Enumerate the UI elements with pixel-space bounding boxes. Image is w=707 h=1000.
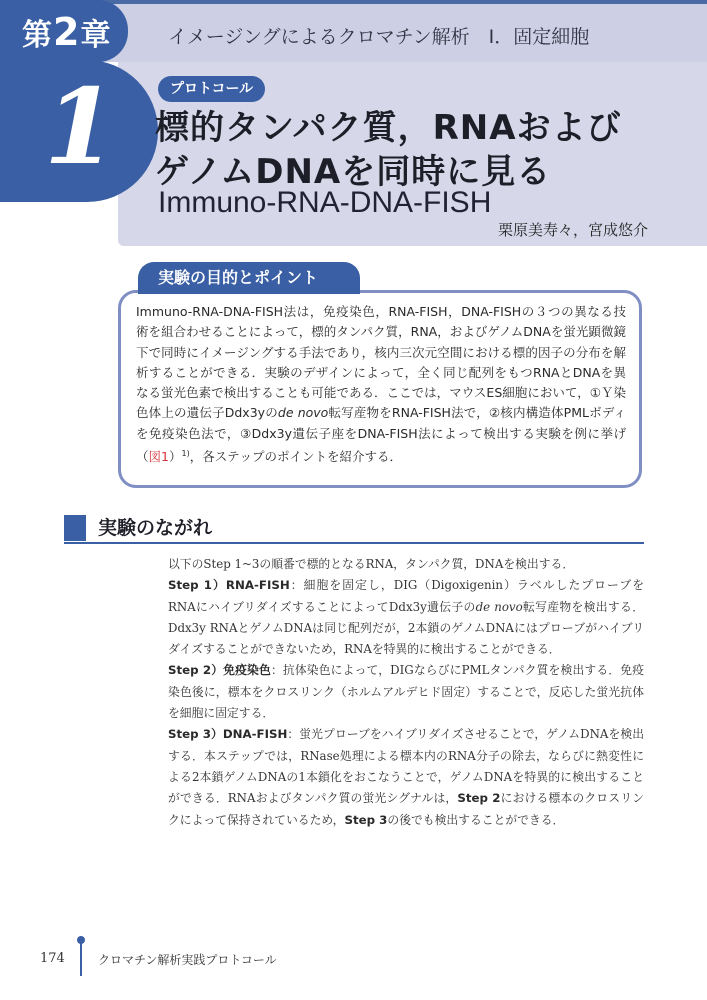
step-1-label: Step 1）RNA-FISH xyxy=(168,578,290,593)
protocol-number: 1 xyxy=(44,65,117,188)
footer-divider xyxy=(80,940,82,976)
purpose-heading: 実験の目的とポイント xyxy=(138,262,360,294)
chapter-label: 第2章 xyxy=(22,10,112,54)
section-heading: 実験のながれ xyxy=(98,517,213,539)
flow-intro: 以下のStep 1~3の順番で標的となるRNA，タンパク質，DNAを検出する． xyxy=(168,557,575,571)
flow-body xyxy=(156,554,644,831)
title-line-2: ゲノムDNAを同時に見る xyxy=(155,152,552,192)
step-3-paragraph: Step 3）DNA-FISH：蛍光プローブをハイブリダイズさせることで，ゲノムDNAを検出する．本ステップでは，RNase処理による標本内のRNA分子の除去，ならびに熱変性による2本鎖ゲノムDNAの1本鎖化をおこなうことで，ゲノムDNAを特異的に検出することができる．RNAおよびタンパク質の蛍光シグナルは，Step 2における標本のクロスリンクによって保持されているため，Step 3の後でも検出することができる． xyxy=(168,727,644,827)
step-3-label: Step 3）DNA-FISH xyxy=(168,727,288,742)
step-1-paragraph: Step 1）RNA-FISH：細胞を固定し，DIG（Digoxigenin）ラベルしたプローブをRNAにハイブリダイズすることによってDdx3y遺伝子のde novo転写産物を検出する．Ddx3y RNAとゲノムDNAは同じ配列だが，2本鎖のゲノムDNAにはプローブがハイブリダイズすることができないため，RNAを特異的に検出することができる． xyxy=(168,578,644,657)
footer-dot xyxy=(77,936,85,944)
protocol-badge: プロトコール xyxy=(158,76,265,102)
subtitle: Immuno-RNA-DNA-FISH xyxy=(158,186,492,219)
page-title xyxy=(155,106,622,194)
authors: 栗原美寿々，宮成悠介 xyxy=(498,221,649,239)
page-number: 174 xyxy=(40,951,65,966)
step-2-paragraph: Step 2）免疫染色：抗体染色によって，DIGならびにPMLタンパク質を検出する．免疫染色後に，標本をクロスリンク（ホルムアルデヒド固定）することで，反応した蛍光抗体を細胞に固定する． xyxy=(168,663,644,721)
chapter-tab xyxy=(0,0,128,62)
section-divider xyxy=(64,542,644,544)
purpose-text: Immuno-RNA-DNA-FISH法は，免疫染色，RNA-FISH，DNA-FISHの３つの異なる技術を組合わせることによって，標的タンパク質，RNA，およびゲノムDNAを蛍光顕微鏡下で同時にイメージングする手法であり，核内三次元空間における標的因子の分布を解析することができる．実験のデザインによって，全く同じ配列をもつRNAとDNAを異なる蛍光色素で検出することも可能である．ここでは，マウスES細胞において，①Ｙ染色体上の遺伝子Ddx3yのde novo転写産物をRNA-FISH法で，②核内構造体PMLボディを免疫染色法で，③Ddx3y遺伝子座をDNA-FISH法によって検出する実験を例に挙げ（図1）$^{1)}$，各ステップのポイントを紹介する． xyxy=(136,304,627,465)
citation-marker: 1) xyxy=(181,449,190,459)
protocol-number-tab xyxy=(0,60,158,202)
section-marker xyxy=(64,515,86,541)
chapter-number: 2 xyxy=(53,10,81,54)
footer-book-title: クロマチン解析実践プロトコール xyxy=(98,953,277,967)
running-title: イメージングによるクロマチン解析 Ⅰ．固定細胞 xyxy=(168,26,590,48)
step-2-label: Step 2）免疫染色 xyxy=(168,663,271,678)
title-line-1: 標的タンパク質，RNAおよび xyxy=(155,108,622,148)
figure-reference-link[interactable]: 図1 xyxy=(148,449,169,465)
